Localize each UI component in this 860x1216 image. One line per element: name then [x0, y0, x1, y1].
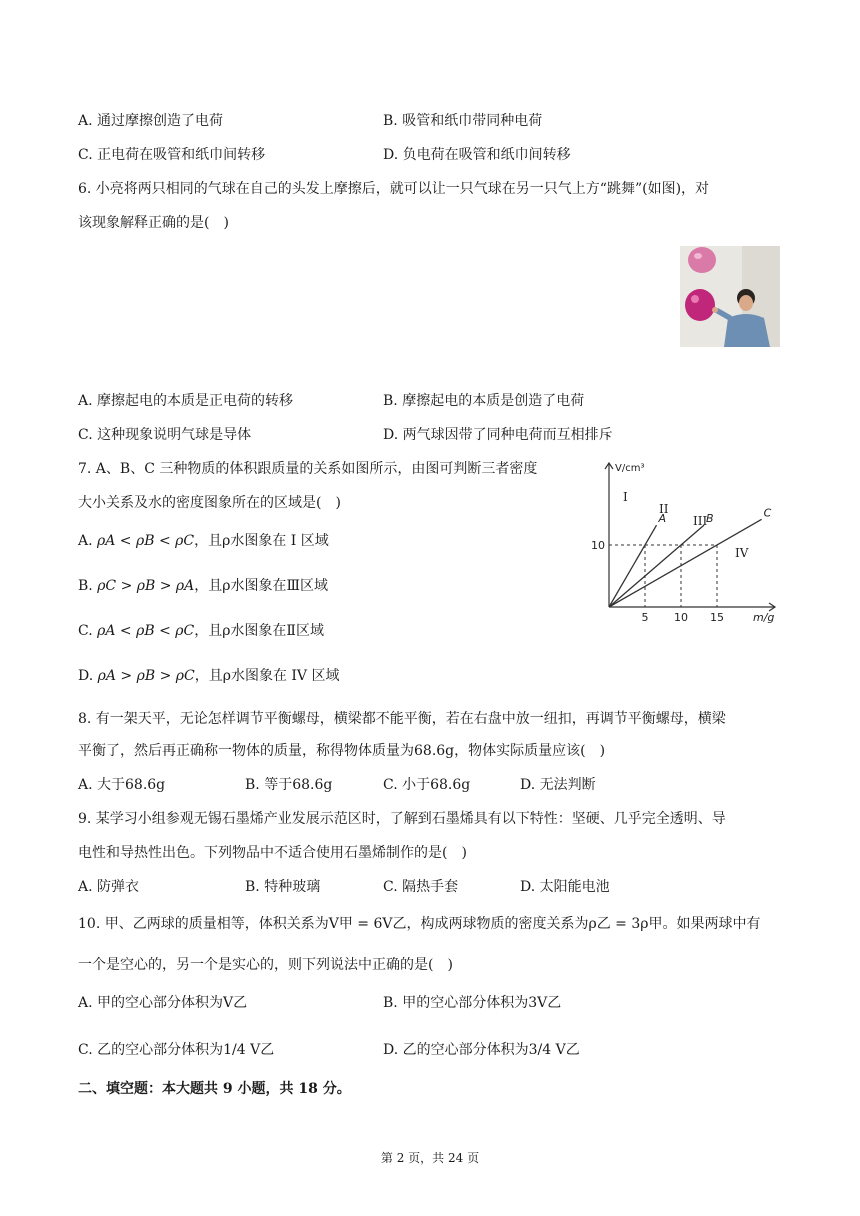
volume-mass-chart	[585, 455, 785, 627]
q8-option-a: A. 大于68.6g	[78, 777, 166, 793]
series-line-b	[609, 525, 704, 607]
series-line-a	[609, 525, 657, 607]
q7-option-c: C. ρA < ρB < ρC，且ρ水图象在Ⅱ区域	[78, 623, 324, 639]
q5-option-c: C. 正电荷在吸管和纸巾间转移	[78, 147, 266, 163]
q7-option-a: A. ρA < ρB < ρC，且ρ水图象在 I 区域	[78, 533, 329, 549]
x-tick-label: 5	[641, 611, 649, 624]
q9-option-d: D. 太阳能电池	[520, 879, 610, 895]
y-tick-label: 10	[591, 539, 605, 552]
q5-option-d: D. 负电荷在吸管和纸巾间转移	[383, 147, 571, 163]
q6-stem-line2: 该现象解释正确的是( )	[78, 215, 229, 231]
q7-option-d: D. ρA > ρB > ρC，且ρ水图象在 IV 区域	[78, 668, 340, 684]
section-heading-fill-in: 二、填空题：本大题共 9 小题，共 18 分。	[78, 1081, 351, 1097]
q10-stem-line2: 一个是空心的，另一个是实心的，则下列说法中正确的是( )	[78, 957, 453, 973]
q7-option-a-relation: ρA < ρB < ρC	[97, 533, 195, 549]
q9-stem-line1: 9. 某学习小组参观无锡石墨烯产业发展示范区时，了解到石墨烯具有以下特性：坚硬、几乎完全透明、导	[78, 811, 726, 827]
q6-option-a: A. 摩擦起电的本质是正电荷的转移	[78, 393, 294, 409]
q6-option-c: C. 这种现象说明气球是导体	[78, 427, 252, 443]
q7-option-c-relation: ρA < ρB < ρC	[97, 623, 195, 639]
q6-stem-line1: 6. 小亮将两只相同的气球在自己的头发上摩擦后，就可以让一只气球在另一只气上方“跳舞”(如图)，对	[78, 181, 710, 197]
series-label-b: B	[706, 512, 714, 526]
q7-option-b-relation: ρC > ρB > ρA	[97, 578, 195, 594]
region-label: IV	[735, 546, 749, 560]
q7-option-b: B. ρC > ρB > ρA，且ρ水图象在Ⅲ区域	[78, 578, 329, 594]
q9-stem-line2: 电性和导热性出色。下列物品中不适合使用石墨烯制作的是( )	[78, 845, 467, 861]
q6-option-b: B. 摩擦起电的本质是创造了电荷	[383, 393, 585, 409]
series-label-a: A	[658, 512, 667, 526]
x-tick-label: 10	[674, 611, 688, 624]
q7-stem-line2: 大小关系及水的密度图象所在的区域是( )	[78, 495, 341, 511]
q9-option-a: A. 防弹衣	[78, 879, 140, 895]
q7-option-d-relation: ρA > ρB > ρC	[97, 668, 195, 684]
q10-option-c: C. 乙的空心部分体积为1/4 V乙	[78, 1042, 275, 1058]
q8-stem-line2: 平衡了，然后再正确称一物体的质量，称得物体质量为68.6g，物体实际质量应该( )	[78, 743, 606, 759]
q8-option-d: D. 无法判断	[520, 777, 596, 793]
series-line-c	[609, 519, 762, 607]
region-label: III	[693, 514, 708, 528]
q8-option-c: C. 小于68.6g	[383, 777, 471, 793]
q8-stem-line1: 8. 有一架天平，无论怎样调节平衡螺母，横梁都不能平衡，若在右盘中放一纽扣，再调节平衡螺母，横梁	[78, 711, 726, 727]
x-tick-label: 15	[710, 611, 724, 624]
x-axis-label: m/g	[753, 611, 775, 624]
q10-stem-line1: 10. 甲、乙两球的质量相等，体积关系为V甲 = 6V乙，构成两球物质的密度关系为ρ乙 = 3ρ甲。如果两球中有	[78, 916, 761, 932]
q6-option-d: D. 两气球因带了同种电荷而互相排斥	[383, 427, 613, 443]
q9-option-c: C. 隔热手套	[383, 879, 459, 895]
q7-stem-line1: 7. A、B、C 三种物质的体积跟质量的关系如图所示，由图可判断三者密度	[78, 461, 538, 477]
region-label: I	[623, 490, 628, 504]
q10-option-d: D. 乙的空心部分体积为3/4 V乙	[383, 1042, 580, 1058]
region-label: II	[659, 502, 669, 516]
q5-option-b: B. 吸管和纸巾带同种电荷	[383, 113, 543, 129]
page-footer: 第 2 页，共 24 页	[380, 1151, 480, 1165]
q8-option-b: B. 等于68.6g	[245, 777, 333, 793]
balloon-photo	[680, 246, 780, 347]
q9-option-b: B. 特种玻璃	[245, 879, 321, 895]
q10-option-a: A. 甲的空心部分体积为V乙	[78, 995, 248, 1011]
series-label-c: C	[763, 506, 772, 520]
q5-option-a: A. 通过摩擦创造了电荷	[78, 113, 224, 129]
q10-option-b: B. 甲的空心部分体积为3V乙	[383, 995, 562, 1011]
y-axis-label: V/cm³	[615, 463, 645, 474]
